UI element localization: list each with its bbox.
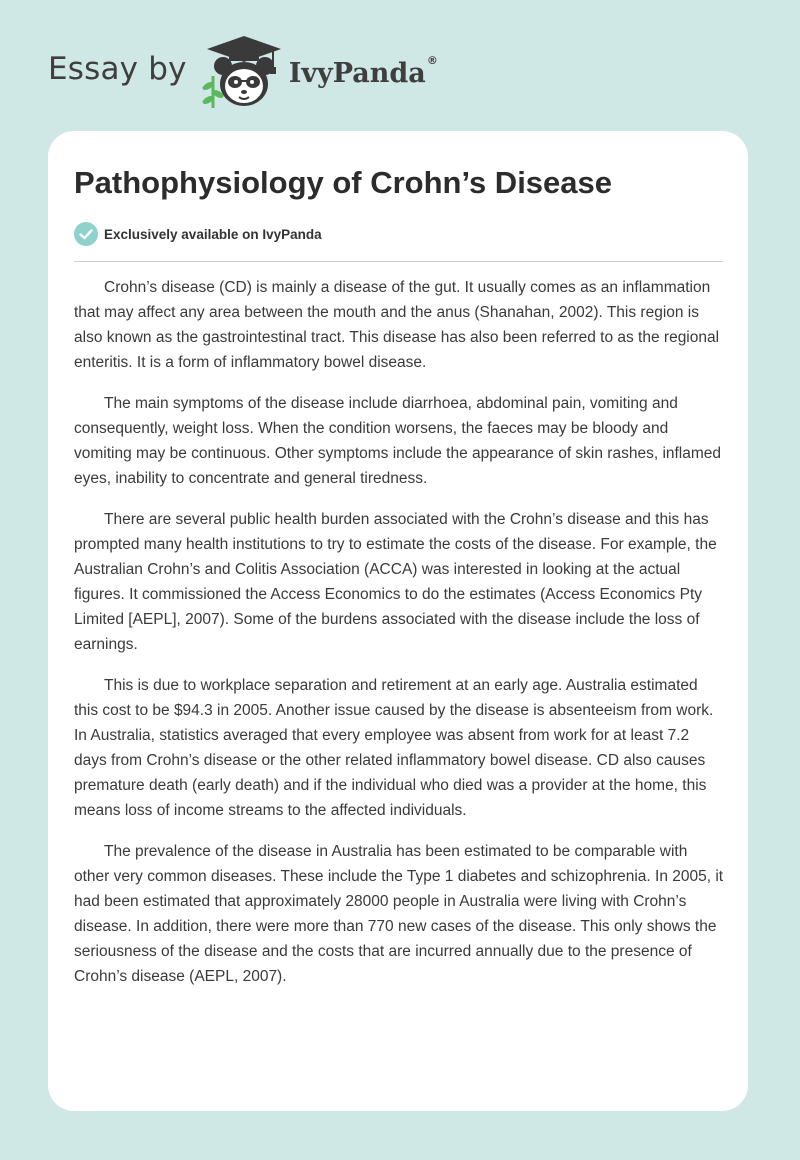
essay-card [48,131,748,1111]
paragraph-3: There are several public health burden associated with the Crohn’s disease and this has prompted many health institutions to try to estimate the costs of the disease. For example, the Australian Crohn’s and Colitis Association (ACCA) was interested in looking at the actual figures. It commissioned the Access Economics to do the estimates (Access Economics Pty Limited [AEPL], 2007). Some of the burdens associated with the disease include the loss of earnings. [74,511,717,653]
paragraph-1: Crohn’s disease (CD) is mainly a disease of the gut. It usually comes as an inflammation that may affect any area between the mouth and the anus (Shanahan, 2002). This region is also known as the gastrointestinal tract. This disease has also been referred to as the regional enteritis. It is a form of inflammatory bowel disease. [74,279,720,371]
essay-title: Pathophysiology of Crohn’s Disease [74,165,613,200]
check-circle-icon [74,222,98,246]
brand-name-text: IvyPanda [288,57,426,89]
title-divider [74,261,723,262]
panda-graduate-icon [201,34,287,110]
paragraph-4: This is due to workplace separation and retirement at an early age. Australia estimated this cost to be $94.3 in 2005. Another issue caused by the disease is absenteeism from work. In Australia, statistics averaged that every employee was absent from work for at least 7.2 days from Crohn’s disease or the other related inflammatory bowel disease. CD also causes premature death (early death) and if the individual who died was a provider at the home, this means loss of income streams to the affected individuals. [74,677,714,819]
brand-registered-mark: ® [426,53,438,67]
brand-prefix: Essay by [48,51,187,87]
paragraph-5: The prevalence of the disease in Australia has been estimated to be comparable with other very common diseases. These include the Type 1 diabetes and schizophrenia. In 2005, it had been estimated that approximately 28000 people in Australia were living with Crohn’s disease. In addition, there were more than 770 new cases of the disease. This only shows the seriousness of the disease and the costs that are incurred annually due to the presence of Crohn’s disease (AEPL, 2007). [74,843,724,985]
brand-name [288,53,438,89]
exclusive-badge [74,222,322,246]
exclusive-label: Exclusively available on IvyPanda [104,226,322,242]
essay-body [74,275,726,1005]
paragraph-2: The main symptoms of the disease include diarrhoea, abdominal pain, vomiting and consequently, weight loss. When the condition worsens, the faeces may be bloody and vomiting may be continuous. Other symptoms include the appearance of skin rashes, inflamed eyes, inability to concentrate and general tiredness. [74,395,722,487]
brand-header [48,34,438,110]
